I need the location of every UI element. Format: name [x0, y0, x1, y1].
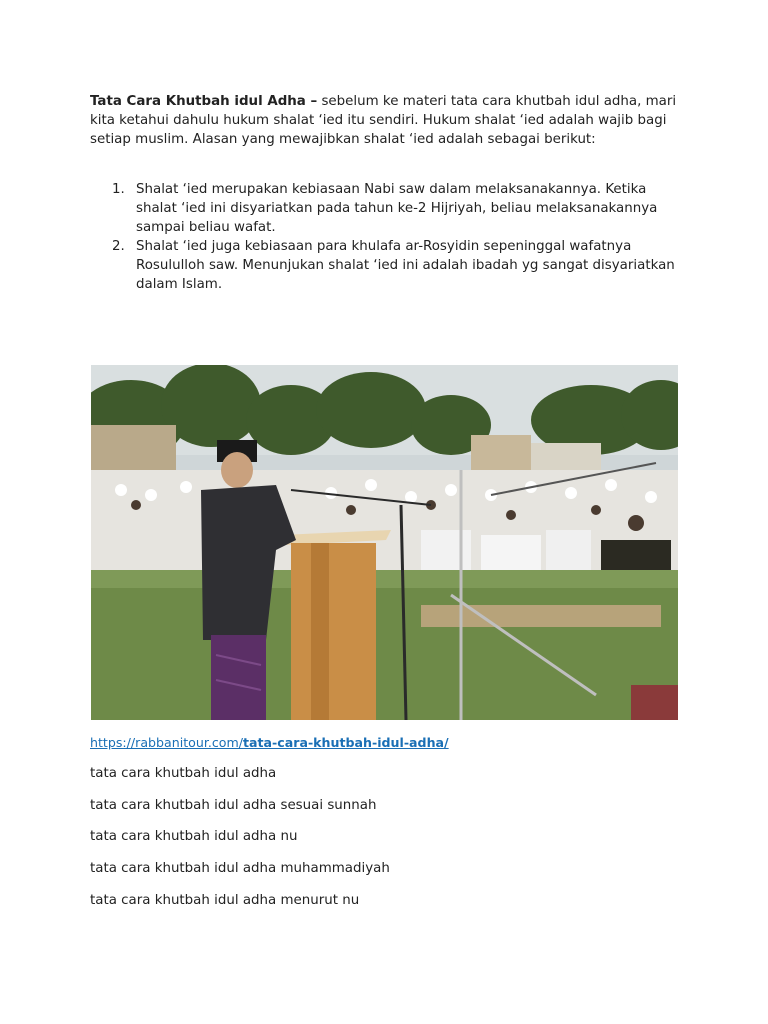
list-item-number: 1.: [112, 182, 125, 197]
keyword-line: tata cara khutbah idul adha nu: [90, 829, 298, 844]
keyword-line: tata cara khutbah idul adha menurut nu: [90, 893, 360, 908]
intro-title: Tata Cara Khutbah idul Adha –: [90, 94, 318, 109]
intro-text: sebelum ke materi tata cara khutbah idul adha, mari kita ketahui dahulu hukum shalat ‘ied itu sendiri. Hukum shalat ‘ied adalah wajib bagi setiap muslim. Alasan yang mewajibkan shalat ‘ied adalah sebagai berikut:: [90, 94, 677, 147]
intro-paragraph: [90, 92, 680, 149]
list-item-number: 2.: [112, 239, 125, 254]
list-item: [90, 237, 690, 294]
source-link[interactable]: [90, 734, 449, 752]
eid-prayer-photo: [91, 365, 678, 720]
source-link-domain: https://rabbanitour.com/: [90, 735, 244, 750]
reasons-list: [90, 180, 690, 294]
list-item-text: Shalat ‘ied juga kebiasaan para khulafa ar-Rosyidin sepeninggal wafatnya Rosululloh saw. Menunjukan shalat ‘ied ini adalah ibadah yg sangat disyariatkan dalam Islam.: [136, 239, 675, 292]
list-item: [90, 180, 690, 237]
keyword-line: tata cara khutbah idul adha muhammadiyah: [90, 861, 390, 876]
list-item-text: Shalat ‘ied merupakan kebiasaan Nabi saw dalam melaksanakannya. Ketika shalat ‘ied ini disyariatkan pada tahun ke-2 Hijriyah, beliau melaksanakannya sampai beliau wafat.: [136, 182, 658, 235]
keyword-line: tata cara khutbah idul adha: [90, 766, 277, 781]
source-link-path: tata-cara-khutbah-idul-adha/: [243, 735, 449, 750]
keyword-line: tata cara khutbah idul adha sesuai sunnah: [90, 798, 377, 813]
